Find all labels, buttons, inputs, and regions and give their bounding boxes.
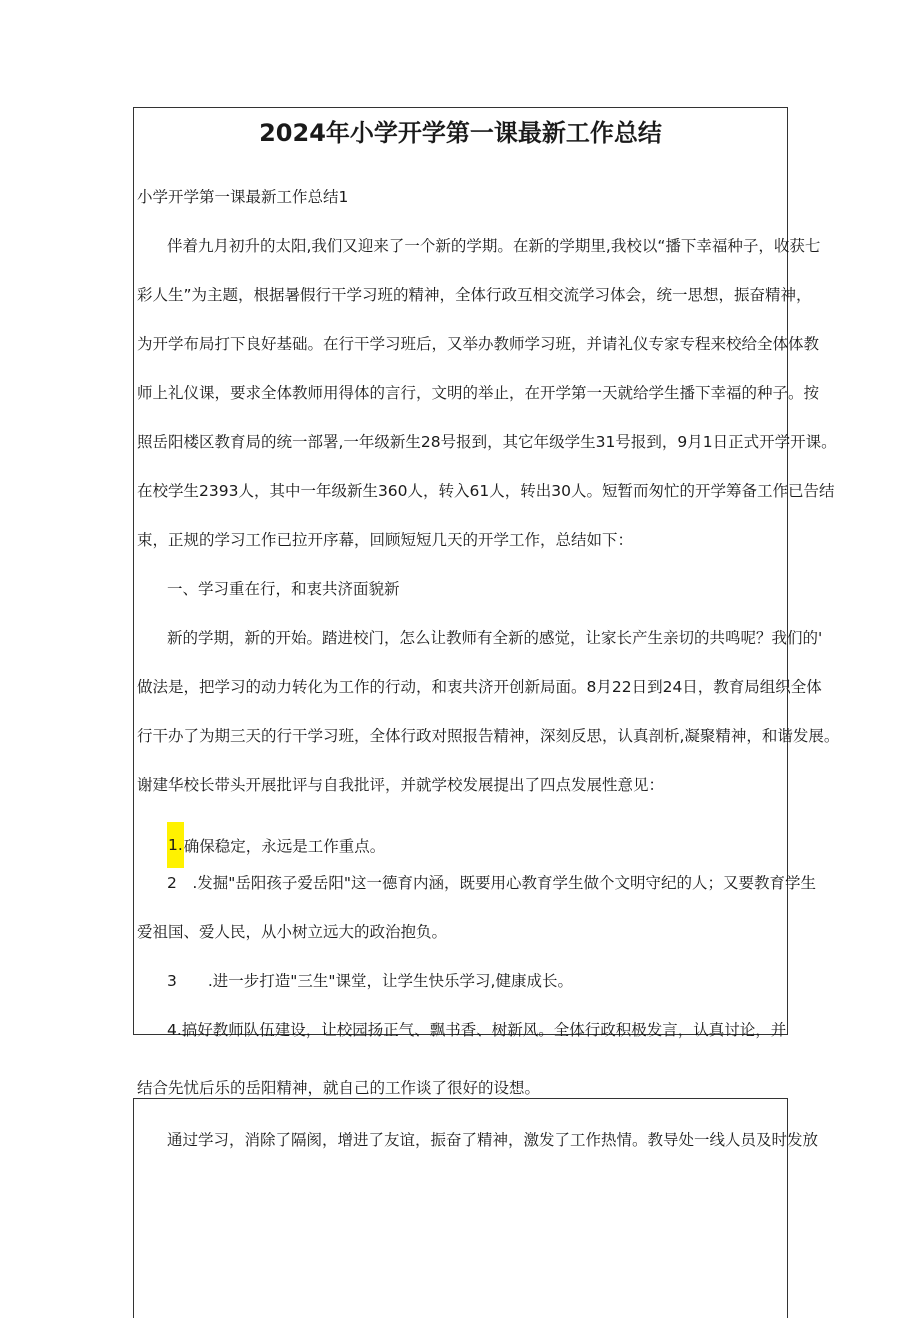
list-item-1 [167,824,385,870]
paragraph-line: 通过学习，消除了隔阂，增进了友谊，振奋了精神，激发了工作热情。教导处一线人员及时发放 [167,1131,819,1149]
paragraph-line: 新的学期，新的开始。踏进校门，怎么让教师有全新的感觉，让家长产生亲切的共鸣呢？我们的' [167,629,823,647]
paragraph-line: 为开学布局打下良好基础。在行干学习班后，又举办教师学习班，并请礼仪专家专程来校给全体体教 [137,335,820,353]
paragraph-line: 师上礼仪课，要求全体教师用得体的言行，文明的举止，在开学第一天就给学生播下幸福的种子。按 [137,384,820,402]
list-item-1-text: 确保稳定，永远是工作重点。 [183,837,386,856]
list-item-2-continued: 爱祖国、爱人民，从小树立远大的政治抱负。 [137,923,448,941]
paragraph-line: 伴着九月初升的太阳,我们又迎来了一个新的学期。在新的学期里,我校以“播下幸福种子，收获七 [167,237,821,255]
paragraph-line: 做法是，把学习的动力转化为工作的行动，和衷共济开创新局面。8月22日到24日，教育局组织全体 [137,678,822,696]
paragraph-line: 行干办了为期三天的行干学习班，全体行政对照报告精神，深刻反思，认真剖析,凝聚精神，和谐发展。 [137,727,840,745]
highlighted-number: 1. [167,822,184,868]
list-item-3: 3 .进一步打造"三生"课堂，让学生快乐学习,健康成长。 [167,972,573,990]
section-heading: 一、学习重在行，和衷共济面貌新 [167,580,400,598]
paragraph-line: 照岳阳楼区教育局的统一部署,一年级新生28号报到，其它年级学生31号报到，9月1日正式开学开课。 [137,433,837,451]
paragraph-line: 谢建华校长带头开展批评与自我批评，并就学校发展提出了四点发展性意见： [137,776,665,794]
paragraph-line: 彩人生”为主题，根据暑假行干学习班的精神，全体行政互相交流学习体会，统一思想，振奋精神， [137,286,812,304]
document-title: 2024年小学开学第一课最新工作总结 [259,119,662,147]
paragraph-line: 在校学生2393人，其中一年级新生360人，转入61人，转出30人。短暂而匆忙的开学筹备工作已告结 [137,482,835,500]
subtitle: 小学开学第一课最新工作总结1 [137,188,349,206]
list-item-4: 4.搞好教师队伍建设，让校园扬正气、飘书香、树新风。全体行政积极发言，认真讨论，并 [167,1021,787,1039]
list-item-2: 2 .发掘"岳阳孩子爱岳阳"这一德育内涵，既要用心教育学生做个文明守纪的人；又要教育学生 [167,874,817,892]
paragraph-line: 束，正规的学习工作已拉开序幕，回顾短短几天的开学工作，总结如下： [137,531,634,549]
paragraph-line: 结合先忧后乐的岳阳精神，就自己的工作谈了很好的设想。 [137,1079,541,1097]
